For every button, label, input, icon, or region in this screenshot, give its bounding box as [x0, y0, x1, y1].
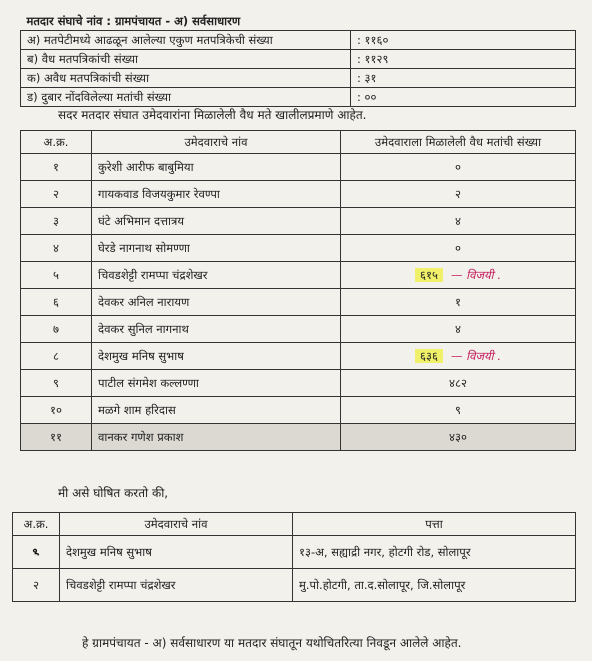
- vote-count: [341, 316, 576, 343]
- summary-label: क) अवैध मतपत्रिकांची संख्या: [21, 69, 351, 88]
- candidate-name: गायकवाड विजयकुमार रेवण्पा: [92, 181, 341, 208]
- table-row: [21, 316, 576, 343]
- serial-number: [13, 536, 60, 569]
- table-row: [21, 154, 576, 181]
- col-header-serial: अ.क्र.: [21, 131, 92, 154]
- col-header-name: उमेदवाराचे नांव: [60, 513, 293, 536]
- vote-count: [341, 343, 576, 370]
- vote-value: ४: [455, 321, 461, 336]
- table-row: [21, 262, 576, 289]
- summary-label: ब) वैध मतपत्रिकांची संख्या: [21, 50, 351, 69]
- col-header-address: पत्ता: [293, 513, 576, 536]
- vote-value: ४३०: [449, 429, 467, 444]
- vote-count: [341, 235, 576, 262]
- candidate-name: कुरेशी आरीफ बाबुमिया: [92, 154, 341, 181]
- candidate-name: देवकर सुनिल नागनाथ: [92, 316, 341, 343]
- summary-row: [21, 50, 576, 69]
- serial-number: ११: [21, 424, 92, 451]
- results-table: [20, 130, 576, 451]
- candidate-name: मळगे शाम हरिदास: [92, 397, 341, 424]
- col-header-name: उमेदवाराचे नांव: [92, 131, 341, 154]
- table-row: [21, 343, 576, 370]
- table-row: [21, 370, 576, 397]
- table-row: [21, 235, 576, 262]
- candidate-name: घंटे अभिमान दत्तात्रय: [92, 208, 341, 235]
- table-row: [21, 181, 576, 208]
- winners-header-row: [13, 513, 576, 536]
- summary-value: : ११२९: [351, 50, 576, 69]
- handwritten-serial: १: [29, 544, 42, 560]
- serial-number: ३: [21, 208, 92, 235]
- vote-value: २: [455, 186, 461, 201]
- table-row: [21, 208, 576, 235]
- summary-label: अ) मतपेटीमध्ये आढळून आलेल्या एकुण मतपत्रिकेची संख्या: [21, 31, 351, 50]
- serial-number: ७: [21, 316, 92, 343]
- serial-number: ६: [21, 289, 92, 316]
- table-row: [21, 424, 576, 451]
- candidate-name: देवकर अनिल नारायण: [92, 289, 341, 316]
- results-header-row: [21, 131, 576, 154]
- constituency-heading: मतदार संघाचे नांव : ग्रामपंचायत - अ) सर्वसाधारण: [21, 12, 576, 31]
- vote-count: [341, 262, 576, 289]
- candidate-name: घेरडे नागनाथ सोमण्णा: [92, 235, 341, 262]
- winner-name: देशमुख मनिष सुभाष: [60, 536, 293, 569]
- vote-count: [341, 397, 576, 424]
- col-header-serial: अ.क्र.: [13, 513, 60, 536]
- serial-number: ९: [21, 370, 92, 397]
- summary-value: : ३१: [351, 69, 576, 88]
- winners-table: [12, 512, 576, 602]
- vote-count: [341, 370, 576, 397]
- intro-text: सदर मतदार संघात उमेदवारांना मिळालेली वैध मते खालीलप्रमाणे आहेत.: [58, 108, 367, 122]
- serial-number: ५: [21, 262, 92, 289]
- vote-count: [341, 181, 576, 208]
- highlighted-vote-value: ६३६: [415, 349, 443, 363]
- vote-value: ०: [455, 240, 461, 255]
- summary-value: : ००: [351, 88, 576, 107]
- summary-row: [21, 31, 576, 50]
- vote-value: ०: [455, 159, 461, 174]
- table-row: [13, 536, 576, 569]
- footer-text: हे ग्रामपंचायत - अ) सर्वसाधारण या मतदार संघातून यथोचितरित्या निवडून आलेले आहेत.: [82, 636, 462, 650]
- summary-table: [20, 12, 576, 107]
- summary-label: ड) दुबार नोंदविलेल्या मतांची संख्या: [21, 88, 351, 107]
- vote-value: ४८२: [449, 375, 467, 390]
- serial-number: ४: [21, 235, 92, 262]
- serial-number: २: [21, 181, 92, 208]
- winner-address: १३-अ, सह्याद्री नगर, होटगी रोड, सोलापूर: [293, 536, 576, 569]
- candidate-name: पाटील संगमेश कल्लण्णा: [92, 370, 341, 397]
- vote-count: [341, 424, 576, 451]
- winner-name: चिवडशेट्टी रामप्पा चंद्रशेखर: [60, 569, 293, 602]
- vote-count: [341, 208, 576, 235]
- summary-row: [21, 69, 576, 88]
- candidate-name: चिवडशेट्टी रामप्पा चंद्रशेखर: [92, 262, 341, 289]
- summary-heading-row: [21, 12, 576, 31]
- col-header-votes: उमेदवाराला मिळालेली वैध मतांची संख्या: [341, 131, 576, 154]
- summary-row: [21, 88, 576, 107]
- candidate-name: देशमुख मनिष सुभाष: [92, 343, 341, 370]
- table-row: [13, 569, 576, 602]
- vote-count: [341, 289, 576, 316]
- serial-number: १: [21, 154, 92, 181]
- candidate-name: वानकर गणेश प्रकाश: [92, 424, 341, 451]
- vote-value: ९: [455, 402, 461, 417]
- highlighted-vote-value: ६१५: [415, 268, 443, 282]
- winner-address: मु.पो.होटगी, ता.द.सोलापूर, जि.सोलापूर: [293, 569, 576, 602]
- serial-number: ८: [21, 343, 92, 370]
- winner-handwritten-mark: — विजयी .: [450, 348, 501, 363]
- vote-value: ४: [455, 213, 461, 228]
- serial-number: २: [13, 569, 60, 602]
- vote-value: १: [455, 294, 461, 309]
- table-row: [21, 397, 576, 424]
- summary-value: : ११६०: [351, 31, 576, 50]
- serial-number: १०: [21, 397, 92, 424]
- declaration-text: मी असे घोषित करतो की,: [58, 486, 169, 500]
- table-row: [21, 289, 576, 316]
- vote-count: [341, 154, 576, 181]
- winner-handwritten-mark: — विजयी .: [450, 267, 501, 282]
